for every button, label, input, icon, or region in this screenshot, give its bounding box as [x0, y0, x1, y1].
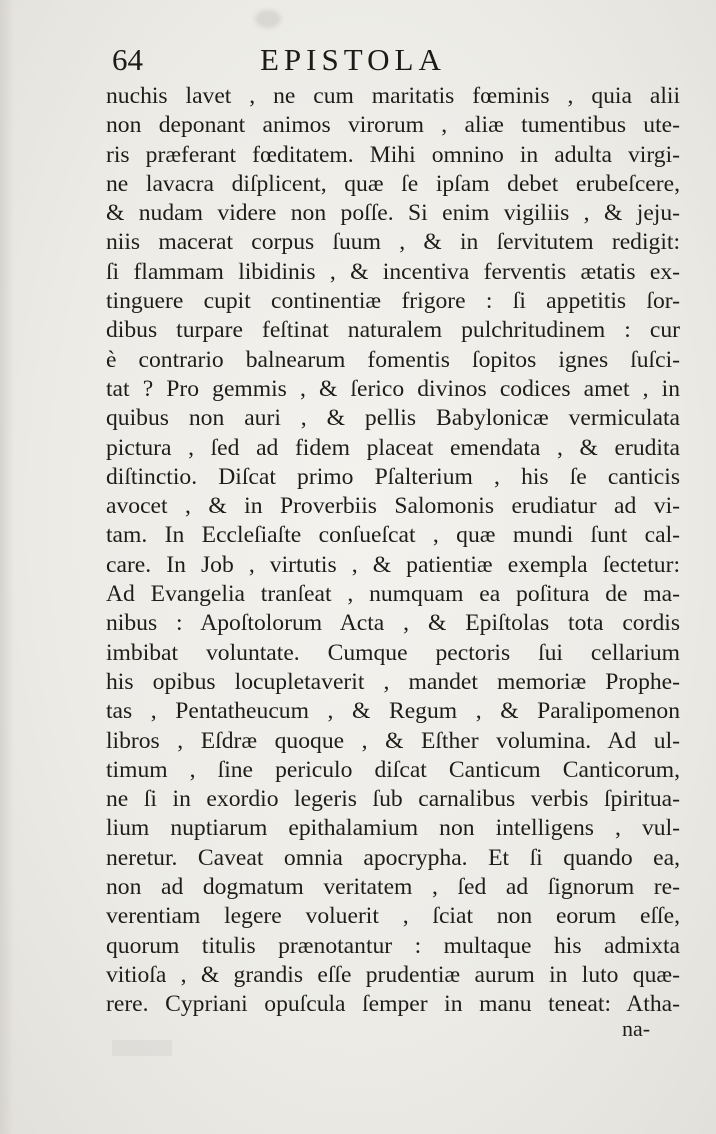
text-line: Ad Evangelia tranſeat , numquam ea poſitura de ma- [106, 581, 680, 608]
text-line: ne lavacra diſplicent, quæ ſe ipſam debet erubeſcere, [106, 170, 680, 197]
text-line: ne ſi in exordio legeris ſub carnalibus verbis ſpiritua- [106, 786, 680, 813]
text-line: tinguere cupit continentiæ frigore : ſi appetitis ſor- [106, 288, 680, 315]
text-line: quorum titulis prænotantur : multaque his admixta [106, 932, 680, 959]
running-head: EPISTOLA [260, 42, 446, 77]
page-header [112, 38, 672, 82]
text-line: imbibat voluntate. Cumque pectoris ſui cellarium [106, 639, 680, 666]
body-text [106, 82, 680, 1020]
text-line: diſtinctio. Diſcat primo Pſalterium , his ſe canticis [106, 463, 680, 490]
text-line: nuchis lavet , ne cum maritatis fœminis , quia alii [106, 83, 680, 109]
text-line: non ad dogmatum veritatem , ſed ad ſignorum re- [106, 874, 680, 901]
text-line: care. In Job , virtutis , & patientiæ exempla ſectetur: [106, 551, 680, 578]
text-line: niis macerat corpus ſuum , & in ſervitutem redigit: [106, 229, 680, 256]
text-line: pictura , ſed ad fidem placeat emendata , & erudita [106, 434, 680, 461]
text-line: vitioſa , & grandis eſſe prudentiæ aurum in luto quæ- [106, 961, 680, 988]
catchword: na- [622, 1016, 651, 1041]
text-line: quibus non auri , & pellis Babylonicæ vermiculata [106, 405, 680, 432]
ink-smudge [255, 10, 281, 28]
text-line: tam. In Eccleſiaſte conſueſcat , quæ mundi ſunt cal- [106, 522, 680, 549]
text-line: non deponant animos virorum , aliæ tumentibus ute- [106, 112, 680, 139]
text-line: dibus turpare feſtinat naturalem pulchritudinem : cur [106, 317, 680, 344]
text-line: & nudam videre non poſſe. Si enim vigiliis , & jeju- [106, 200, 680, 227]
ink-bleed-through [112, 1040, 172, 1056]
text-line: verentiam legere voluerit , ſciat non eorum eſſe, [106, 903, 680, 930]
text-line: avocet , & in Proverbiis Salomonis erudiatur ad vi- [106, 493, 680, 520]
page-number: 64 [112, 42, 143, 77]
text-line: tas , Pentatheucum , & Regum , & Paralipomenon [106, 698, 680, 725]
text-line: libros , Eſdræ quoque , & Eſther volumina. Ad ul- [106, 727, 680, 754]
page-gutter-shadow [0, 0, 14, 1134]
text-line: ris præferant fœditatem. Mihi omnino in adulta virgi- [106, 141, 680, 168]
text-line: timum , ſine periculo diſcat Canticum Canticorum, [106, 756, 680, 783]
text-line: è contrario balnearum fomentis ſopitos ignes ſuſci- [106, 346, 680, 373]
text-line: nibus : Apoſtolorum Acta , & Epiſtolas tota cordis [106, 610, 680, 637]
text-line: ſi flammam libidinis , & incentiva ferventis ætatis ex- [106, 258, 680, 285]
text-line: his opibus locupletaverit , mandet memoriæ Prophe- [106, 668, 680, 695]
text-line: tat ? Pro gemmis , & ſerico divinos codices amet , in [106, 375, 680, 402]
text-line: neretur. Caveat omnia apocrypha. Et ſi quando ea, [106, 844, 680, 871]
text-line: rere. Cypriani opuſcula ſemper in manu teneat: Atha- [106, 991, 680, 1018]
text-line: lium nuptiarum epithalamium non intelligens , vul- [106, 815, 680, 842]
